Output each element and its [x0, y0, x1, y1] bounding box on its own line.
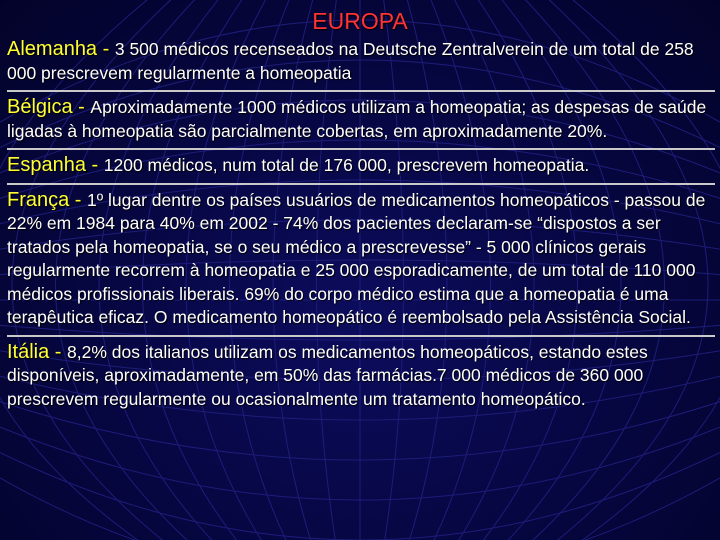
section-text: 1200 médicos, num total de 176 000, prescrevem homeopatia.: [103, 155, 590, 175]
content-area: [7, 38, 715, 411]
section-franca: [7, 189, 715, 330]
section-text: 1º lugar dentre os países usuários de medicamentos homeopáticos - passou de 22% em 1984 para 40% em 2002 - 74% dos pacientes declaram-se “dispostos a ser tratados pela homeopatia, se o seu médico a prescrevesse” - 5 000 clínicos gerais regularmente recorrem à homeopatia e 25 000 esporadicamente, de um total de 110 000 médicos profissionais liberais. 69% do corpo médico estima que a homeopatia é uma terapêutica eficaz. O medicamento homeopático é reembolsado pela Assistência Social.: [7, 189, 706, 327]
section-text: 8,2% dos italianos utilizam os medicamentos homeopáticos, estando estes disponíveis, aproximadamente, em 50% das farmácias.7 000 médicos de 360 000 prescrevem regularmente ou ocasionalmente um tratamento homeopático.: [7, 341, 648, 409]
section-espanha: [7, 154, 715, 178]
section-alemanha: [7, 38, 715, 85]
country-label: Bélgica: [7, 96, 73, 118]
country-label: França: [7, 188, 70, 211]
dash-separator: -: [49, 340, 68, 363]
dash-separator: -: [72, 96, 91, 118]
divider: [7, 183, 715, 185]
section-belgica: [7, 96, 715, 143]
section-text: 3 500 médicos recenseados na Deutsche Zentralverein de um total de 258 000 prescrevem regularmente a homeopatia: [7, 39, 694, 83]
dash-separator: -: [85, 154, 104, 176]
slide-title: EUROPA: [312, 8, 408, 34]
dash-separator: -: [69, 188, 88, 211]
dash-separator: -: [97, 38, 115, 60]
section-text: Aproximadamente 1000 médicos utilizam a homeopatia; as despesas de saúde ligadas à homeopatia são parcialmente cobertas, em aproximadamente 20%.: [7, 97, 707, 141]
section-italia: [7, 341, 715, 412]
divider: [7, 90, 715, 92]
country-label: Itália: [7, 340, 50, 363]
country-label: Alemanha: [7, 38, 98, 60]
country-label: Espanha: [7, 154, 86, 176]
divider: [7, 148, 715, 150]
divider: [7, 335, 715, 337]
